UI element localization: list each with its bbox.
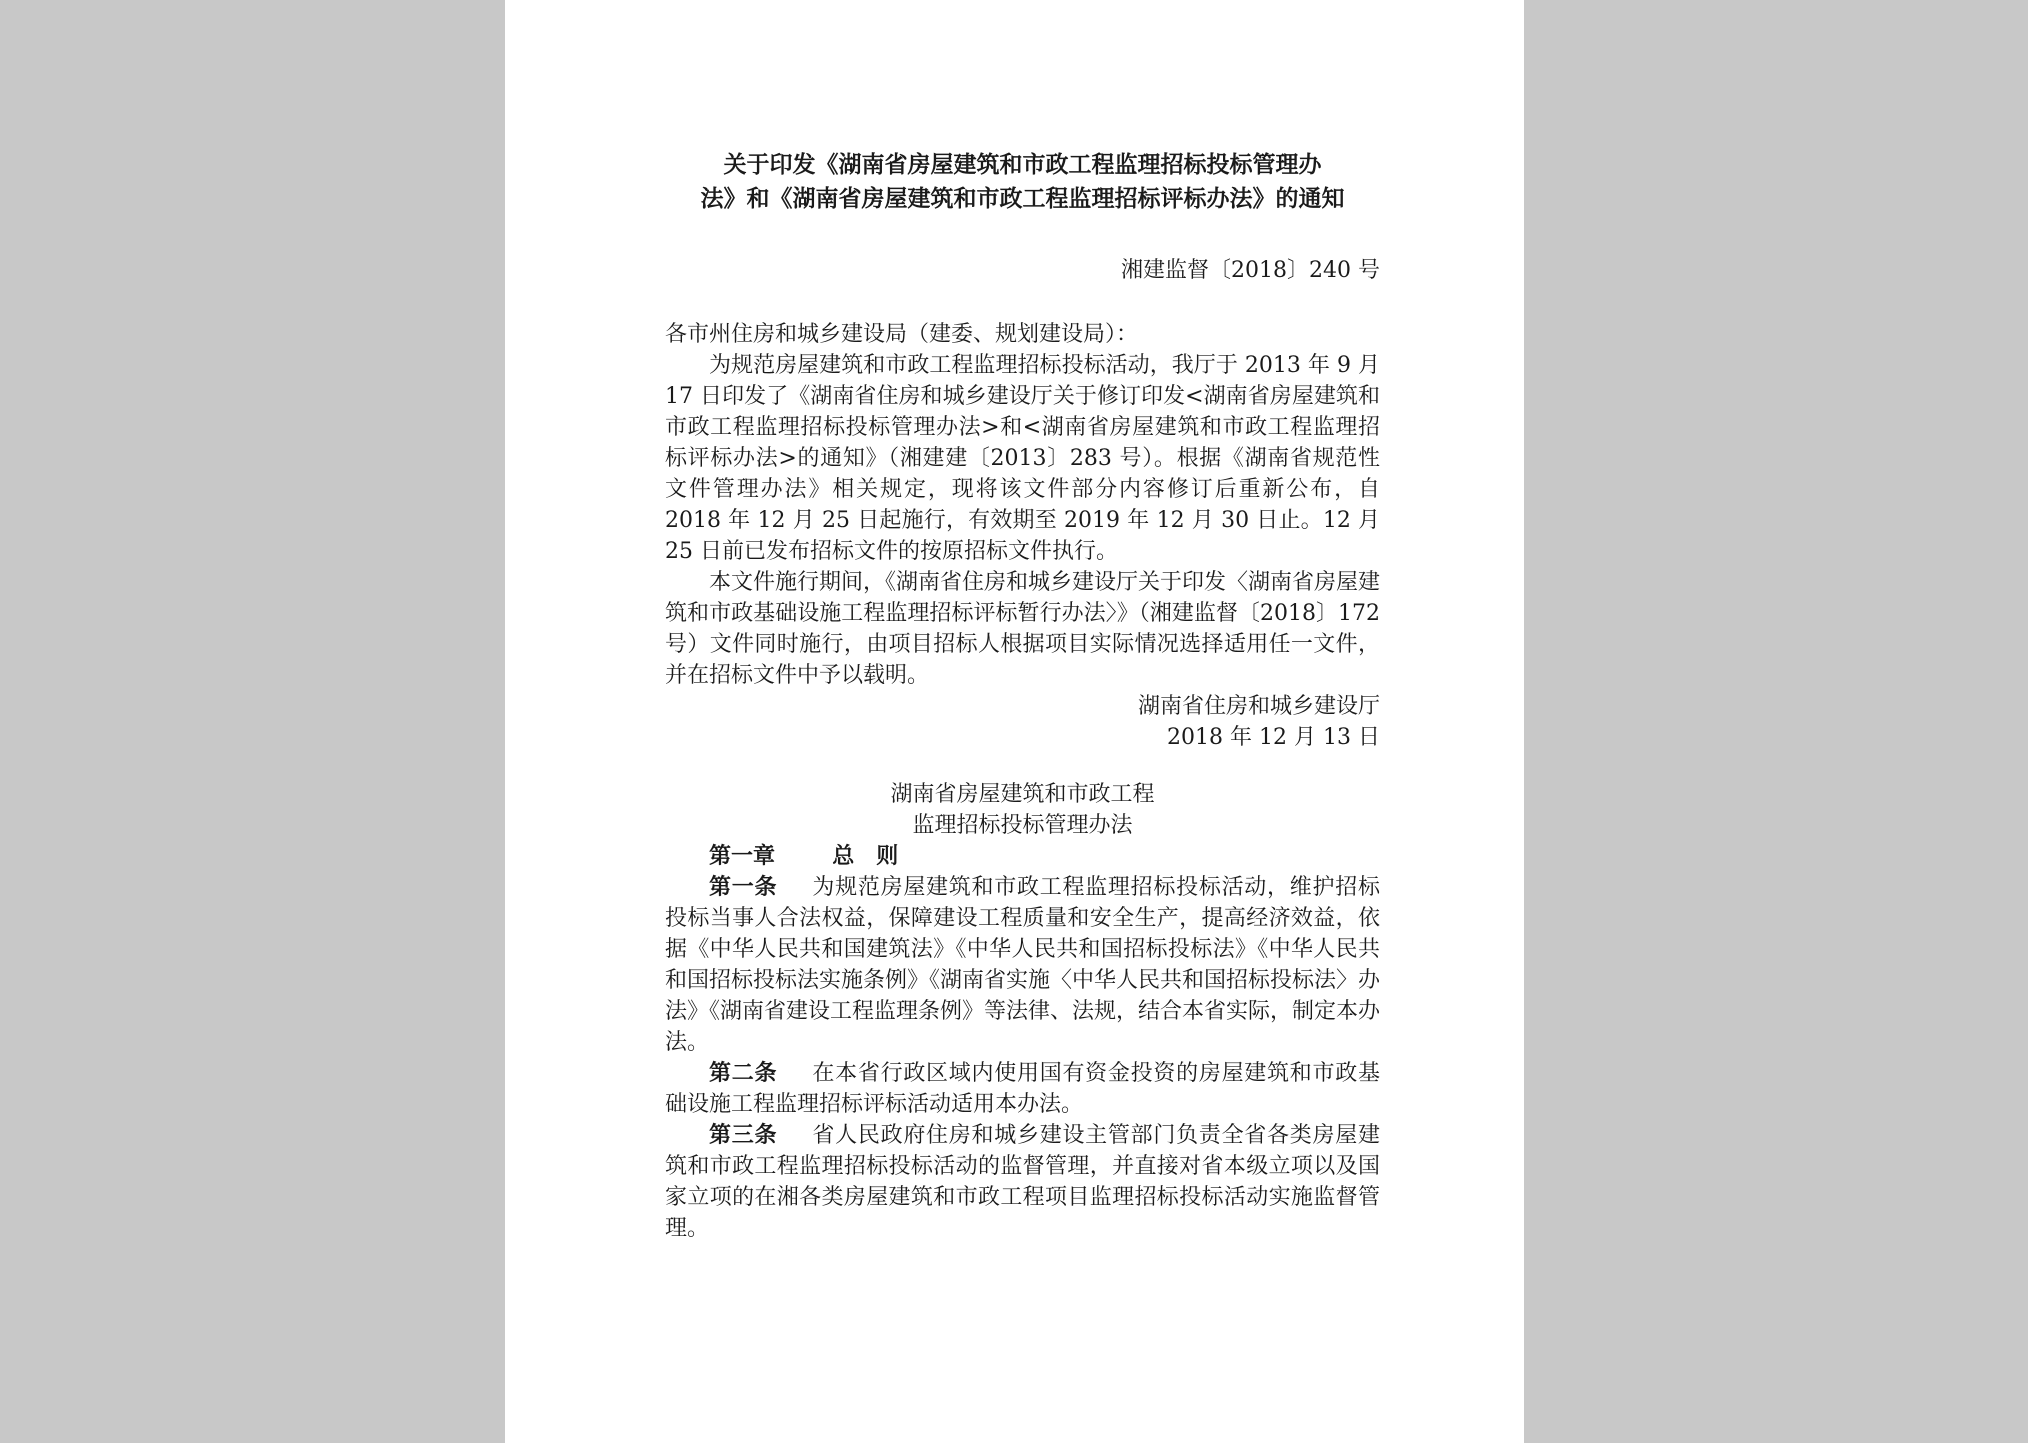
issuer-signature: 湖南省住房和城乡建设厅	[1137, 694, 1380, 719]
notice-paragraph-2: 本文件施行期间，《湖南省住房和城乡建设厅关于印发〈湖南省房屋建筑和市政基础设施工程监理招标评标暂行办法〉》（湘建监督〔2018〕172 号）文件同时施行，由项目招标人根据项目实际情况选择适用任一文件，并在招标文件中予以载明。	[665, 570, 1381, 688]
document-page	[505, 0, 1524, 1443]
article	[665, 1120, 1380, 1244]
article-text: 省人民政府住房和城乡建设主管部门负责全省各类房屋建筑和市政工程监理招标投标活动的监督管理，并直接对省本级立项以及国家立项的在湘各类房屋建筑和市政工程项目监理招标投标活动实施监督管理。	[665, 1123, 1380, 1241]
notice-title-line-1: 关于印发《湖南省房屋建筑和市政工程监理招标投标管理办	[723, 151, 1322, 178]
issue-date: 2018 年 12 月 13 日	[1167, 725, 1380, 750]
article	[665, 1058, 1380, 1120]
rules-title-line-2: 监理招标投标管理办法	[912, 813, 1133, 838]
document-content	[665, 148, 1380, 1244]
addressee: 各市州住房和城乡建设局（建委、规划建设局）：	[665, 322, 1139, 347]
chapter-heading	[709, 841, 1380, 872]
notice-title-line-2: 法》和《湖南省房屋建筑和市政工程监理招标评标办法》的通知	[700, 185, 1345, 212]
article	[665, 872, 1380, 1058]
article-label: 第一条	[709, 874, 778, 900]
chapter-number: 第一章	[709, 843, 776, 869]
rules-title-line-1: 湖南省房屋建筑和市政工程	[890, 782, 1155, 807]
article-text: 为规范房屋建筑和市政工程监理招标投标活动，维护招标投标当事人合法权益，保障建设工程质量和安全生产，提高经济效益，依据《中华人民共和国建筑法》《中华人民共和国招标投标法》《中华人民共和国招标投标法实施条例》《湖南省实施〈中华人民共和国招标投标法〉办法》《湖南省建设工程监理条例》等法律、法规，结合本省实际，制定本办法。	[665, 875, 1381, 1055]
article-label: 第三条	[709, 1122, 778, 1148]
notice-paragraph-1: 为规范房屋建筑和市政工程监理招标投标活动，我厅于 2013 年 9 月 17 日印发了《湖南省住房和城乡建设厅关于修订印发<湖南省房屋建筑和市政工程监理招标投标管理办法>和<湖南省房屋建筑和市政工程监理招标评标办法>的通知》（湘建建〔2013〕283 号）。根据《湖南省规范性文件管理办法》相关规定，现将该文件部分内容修订后重新公布，自 2018 年 12 月 25 日起施行，有效期至 2019 年 12 月 30 日止。12 月 25 日前已发布招标文件的按原招标文件执行。	[665, 353, 1380, 564]
article-label: 第二条	[709, 1060, 778, 1086]
chapter-name: 总 则	[832, 843, 899, 869]
document-number: 湘建监督〔2018〕240 号	[1121, 258, 1380, 283]
article-text: 在本省行政区域内使用国有资金投资的房屋建筑和市政基础设施工程监理招标评标活动适用本办法。	[665, 1061, 1380, 1117]
